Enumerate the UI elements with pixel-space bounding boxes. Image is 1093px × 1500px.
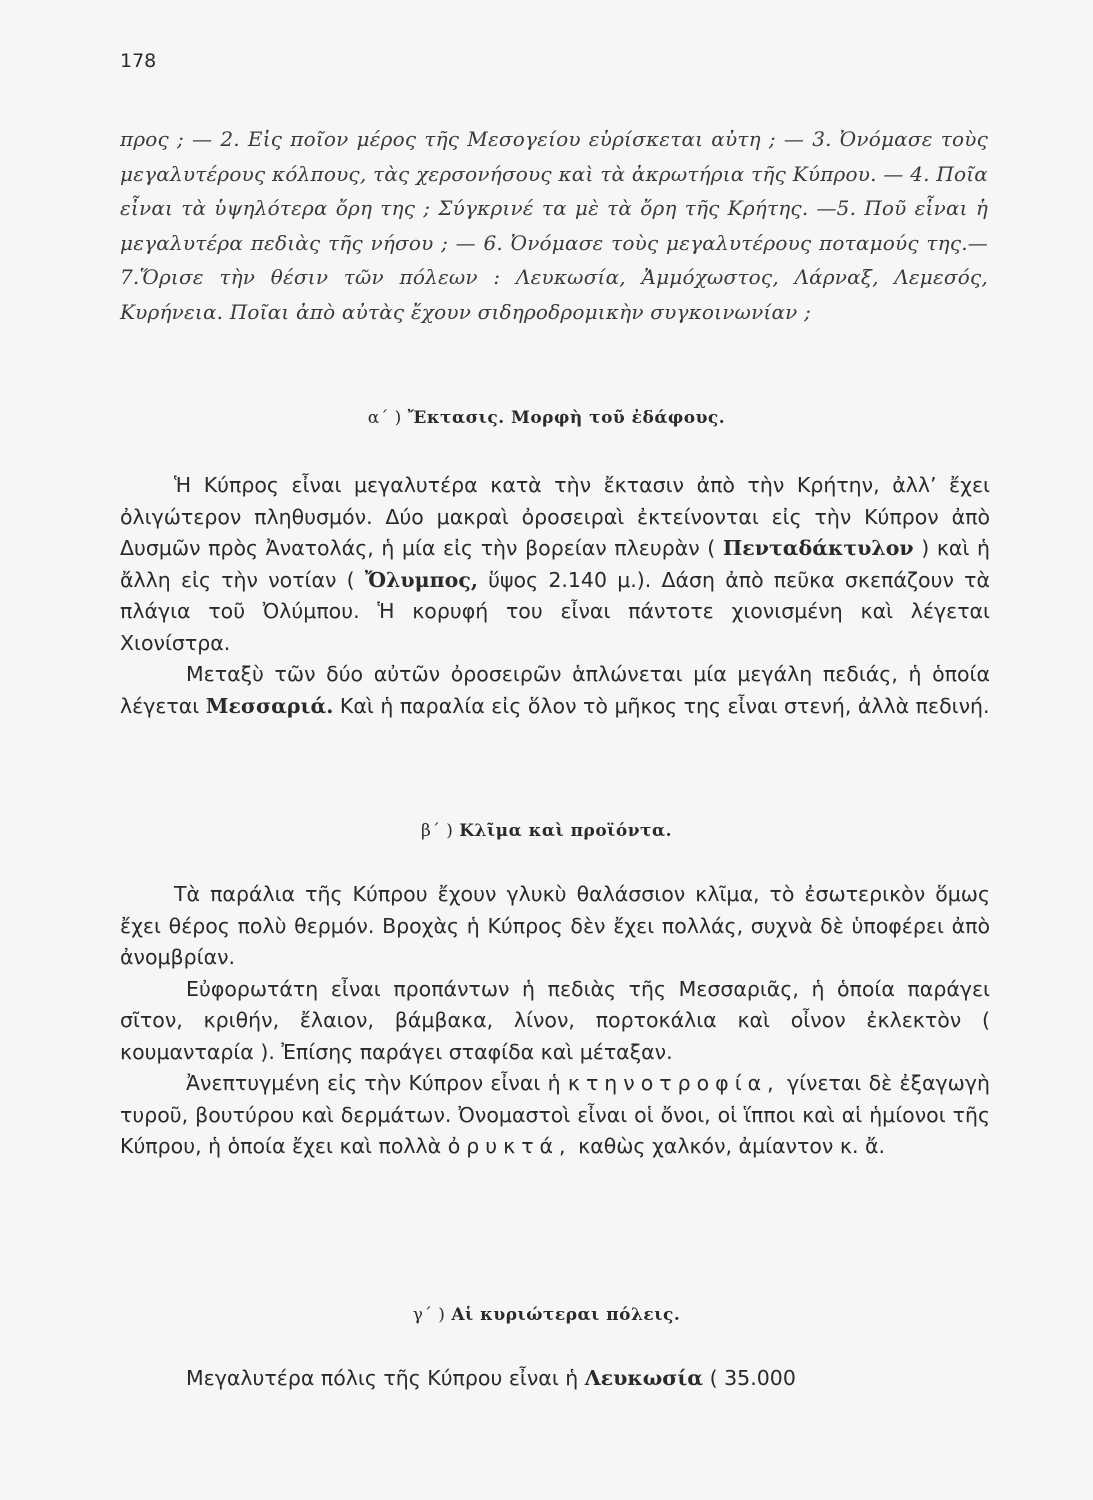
page-number: 178	[120, 50, 157, 72]
section-heading-a	[0, 408, 1093, 428]
section-title-a: Ἔκτασις. Μορφὴ τοῦ ἐδάφους.	[407, 408, 726, 428]
section-heading-c	[0, 1305, 1093, 1325]
spaced-term-ktinotrofia: κτηνοτροφία,	[567, 1071, 780, 1095]
paragraph: Τὰ παράλια τῆς Κύπρου ἔχουν γλυκὺ θαλάσσιον κλῖμα, τὸ ἐσωτερικὸν ὅμως ἔχει θέρος πολὺ θερμόν. Βροχὰς ἡ Κύπρος δὲν ἔχει πολλάς, συχνὰ δὲ ὑποφέρει ἀπὸ ἀνομβρίαν.	[120, 882, 990, 969]
bold-term-lefkosia: Λευκωσία	[584, 1366, 704, 1390]
section-heading-b	[0, 821, 1093, 841]
review-questions: προς ; — 2. Εἰς ποῖον μέρος τῆς Μεσογείου εὑρίσκεται αὐτη ; — 3. Ὀνόμασε τοὺς μεγαλυτέρους κόλπους, τὰς χερσονήσους καὶ τὰ ἀκρωτήρια τῆς Κύπρου. — 4. Ποῖα εἶναι τὰ ὑψηλότερα ὄρη της ; Σύγκρινέ τα μὲ τὰ ὄρη τῆς Κρήτης. —5. Ποῦ εἶναι ἡ μεγαλυτέρα πεδιὰς τῆς νήσου ; — 6. Ὀνόμασε τοὺς μεγαλυτέρους ποταμούς της.— 7.Ὅρισε τὴν θέσιν τῶν πόλεων : Λευκωσία, Ἀμμόχωστος, Λάρναξ, Λεμεσός, Κυρήνεια. Ποῖαι ἀπὸ αὐτὰς ἔχουν σιδηροδρομικὴν συγκοινωνίαν ;	[120, 127, 988, 324]
paragraph: Μεγαλυτέρα πόλις τῆς Κύπρου εἶναι ἡ Λευκωσία ( 35.000	[186, 1366, 796, 1390]
paragraph: Ἀνεπτυγμένη εἰς τὴν Κύπρον εἶναι ἡ κτηνοτροφία, γίνεται δὲ ἐξαγωγὴ τυροῦ, βουτύρου καὶ δερμάτων. Ὀνομαστοὶ εἶναι οἱ ὄνοι, οἱ ἵπποι καὶ αἱ ἡμίονοι τῆς Κύπρου, ἡ ὁποία ἔχει καὶ πολλὰ ὀρυκτά, καθὼς χαλκόν, ἀμίαντον κ. ἄ.	[120, 1071, 990, 1158]
bold-term-olympos: Ὄλυμπος,	[364, 567, 478, 592]
bold-term-pentadaktylon: Πενταδάκτυλον	[722, 536, 914, 560]
section-c-body	[120, 1363, 990, 1395]
section-label-a: α΄ )	[367, 408, 402, 428]
paragraph: Μεταξὺ τῶν δύο αὐτῶν ὀροσειρῶν ἁπλώνεται μία μεγάλη πεδιάς, ἡ ὁποία λέγεται Μεσσαριά. Καὶ ἡ παραλία εἰς ὅλον τὸ μῆκος της εἶναι στενή, ἀλλὰ πεδινή.	[120, 662, 990, 718]
paragraph: Εὐφορωτάτη εἶναι προπάντων ἡ πεδιὰς τῆς Μεσσαριᾶς, ἡ ὁποία παράγει σῖτον, κριθήν, ἔλαιον, βάμβακα, λίνον, πορτοκάλια καὶ οἶνον ἐκλεκτὸν ( κουμανταρία ). Ἐπίσης παράγει σταφίδα καὶ μέταξαν.	[120, 976, 990, 1064]
spaced-term-orykta: ὀρυκτά,	[447, 1134, 572, 1158]
section-b-body	[120, 879, 990, 1163]
section-a-body	[120, 470, 990, 722]
section-title-c: Αἱ κυριώτεραι πόλεις.	[451, 1305, 681, 1325]
section-label-c: γ΄ )	[412, 1305, 446, 1325]
section-label-b: β΄ )	[420, 821, 454, 841]
paragraph: Ἡ Κύπρος εἶναι μεγαλυτέρα κατὰ τὴν ἔκτασιν ἀπὸ τὴν Κρήτην, ἀλλ’ ἔχει ὀλιγώτερον πληθυσμόν. Δύο μακραὶ ὀροσειραὶ ἐκτείνονται εἰς τὴν Κύπρον ἀπὸ Δυσμῶν πρὸς Ἀνατολάς, ἡ μία εἰς τὴν βορείαν πλευρὰν ( Πενταδάκτυλον ) καὶ ἡ ἄλλη εἰς τὴν νοτίαν ( Ὄλυμπος, ὕψος 2.140 μ.). Δάση ἀπὸ πεῦκα σκεπάζουν τὰ πλάγια τοῦ Ὀλύμπου. Ἡ κορυφή του εἶναι πάντοτε χιονισμένη καὶ λέγεται Χιονίστρα.	[120, 473, 990, 655]
bold-term-messaria: Μεσσαριά.	[205, 693, 334, 718]
section-title-b: Κλῖμα καὶ προϊόντα.	[459, 821, 672, 841]
